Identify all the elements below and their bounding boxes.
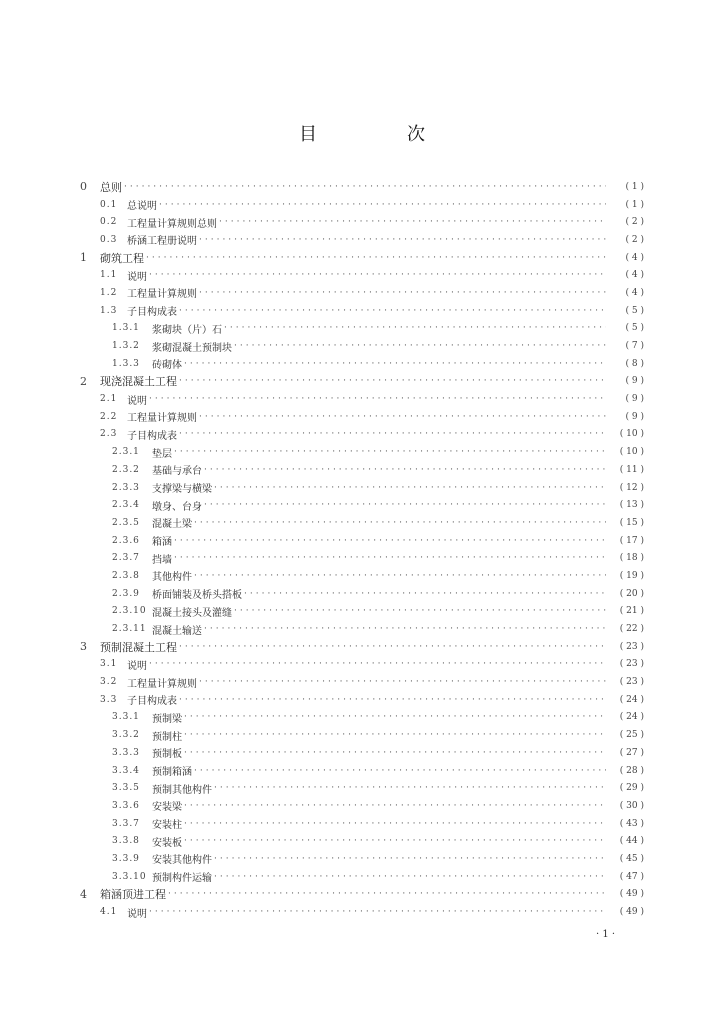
toc-entry-number: 2.3.8 (112, 570, 140, 581)
toc-entry-page: ( 44 ) (619, 836, 644, 847)
toc-entry[interactable] (80, 284, 644, 302)
toc-entry[interactable] (80, 779, 644, 797)
toc-leader-dots (149, 270, 606, 280)
toc-entry-page: ( 9 ) (625, 376, 644, 387)
toc-entry-page: ( 9 ) (625, 394, 644, 405)
toc-entry[interactable] (80, 585, 644, 603)
toc-entry[interactable] (80, 178, 644, 196)
toc-entry-page: ( 47 ) (619, 871, 644, 882)
toc-leader-dots (204, 465, 606, 475)
toc-entry-page: ( 2 ) (625, 234, 644, 245)
toc-entry[interactable] (80, 850, 644, 868)
toc-leader-dots (194, 518, 606, 528)
toc-entry-number: 0.3 (100, 234, 118, 245)
toc-entry[interactable] (80, 567, 644, 585)
toc-entry-page: ( 49 ) (619, 907, 644, 918)
toc-entry-title: 箱涵 (152, 537, 172, 549)
page-number: · 1 · (596, 929, 616, 940)
toc-entry-number: 4 (80, 887, 87, 901)
toc-entry-title: 安装板 (152, 837, 182, 849)
toc-leader-dots (199, 288, 606, 298)
toc-entry-page: ( 8 ) (625, 358, 644, 369)
toc-leader-dots (174, 536, 606, 546)
toc-entry-number: 2.3.7 (112, 553, 140, 564)
toc-entry-page: ( 27 ) (619, 747, 644, 758)
toc-entry-page: ( 2 ) (625, 217, 644, 228)
toc-entry-title: 子目构成表 (127, 430, 177, 442)
toc-entry-title: 墩身、台身 (152, 501, 202, 513)
toc-entry-page: ( 1 ) (625, 199, 644, 210)
toc-entry[interactable] (80, 868, 644, 886)
toc-entry[interactable] (80, 691, 644, 709)
toc-entry-page: ( 21 ) (619, 606, 644, 617)
toc-entry-title: 总则 (100, 180, 122, 194)
toc-entry[interactable] (80, 832, 644, 850)
toc-leader-dots (214, 854, 606, 864)
toc-entry-title: 说明 (127, 660, 147, 672)
toc-entry-number: 2.3.9 (112, 588, 140, 599)
toc-entry-title: 预制柱 (152, 731, 182, 743)
toc-entry-page: ( 12 ) (619, 482, 644, 493)
toc-entry-page: ( 11 ) (619, 464, 644, 475)
toc-entry-page: ( 10 ) (619, 447, 644, 458)
toc-leader-dots (174, 447, 606, 457)
toc-leader-dots (149, 907, 606, 917)
toc-entry-page: ( 10 ) (619, 429, 644, 440)
toc-entry-title: 预制构件运输 (152, 873, 212, 885)
toc-entry-number: 2.3.1 (112, 447, 140, 458)
toc-entry-title: 子目构成表 (127, 307, 177, 319)
toc-leader-dots (199, 235, 606, 245)
toc-leader-dots (179, 306, 606, 316)
toc-entry-number: 1 (80, 251, 87, 265)
toc-leader-dots (179, 376, 606, 386)
toc-leader-dots (184, 359, 606, 369)
toc-entry-title: 浆砌块（片）石 (152, 324, 222, 336)
toc-entry-title: 混凝土梁 (152, 519, 192, 531)
toc-entry[interactable] (80, 815, 644, 833)
toc-entry[interactable] (80, 461, 644, 479)
toc-entry[interactable] (80, 726, 644, 744)
toc-leader-dots (159, 200, 606, 210)
toc-entry-title: 浆砌混凝土预制块 (152, 342, 232, 354)
toc-entry[interactable] (80, 443, 644, 461)
toc-entry[interactable] (80, 532, 644, 550)
toc-entry-page: ( 29 ) (619, 783, 644, 794)
toc-entry-page: ( 5 ) (625, 323, 644, 334)
toc-entry-number: 3.1 (100, 659, 118, 670)
toc-entry[interactable] (80, 302, 644, 320)
toc-entry-page: ( 4 ) (625, 287, 644, 298)
toc-entry[interactable] (80, 231, 644, 249)
toc-entry-title: 桥涵工程册说明 (127, 236, 197, 248)
toc-leader-dots (179, 642, 606, 652)
toc-entry-number: 2.3.4 (112, 500, 140, 511)
toc-entry-title: 预制箱涵 (152, 767, 192, 779)
toc-entry-title: 现浇混凝土工程 (100, 375, 177, 389)
toc-entry-number: 3.3 (100, 694, 118, 705)
toc-leader-dots (214, 483, 606, 493)
toc-leader-dots (149, 659, 606, 669)
table-of-contents (80, 178, 644, 921)
toc-entry-title: 桥面铺装及桥头搭板 (152, 590, 242, 602)
toc-entry-number: 3.3.2 (112, 730, 140, 741)
toc-entry-page: ( 13 ) (619, 500, 644, 511)
toc-entry[interactable] (80, 514, 644, 532)
toc-entry[interactable] (80, 196, 644, 214)
toc-leader-dots (214, 783, 606, 793)
toc-entry-page: ( 23 ) (619, 659, 644, 670)
toc-entry[interactable] (80, 249, 644, 267)
toc-entry[interactable] (80, 656, 644, 674)
toc-leader-dots (184, 819, 606, 829)
toc-leader-dots (219, 217, 606, 227)
toc-entry-page: ( 23 ) (619, 677, 644, 688)
toc-entry-page: ( 7 ) (625, 341, 644, 352)
toc-entry-number: 4.1 (100, 907, 118, 918)
toc-entry-title: 安装柱 (152, 820, 182, 832)
toc-entry-title: 说明 (127, 908, 147, 920)
toc-entry-number: 2 (80, 374, 87, 388)
toc-entry-number: 0 (80, 180, 87, 194)
toc-entry-title: 子目构成表 (127, 696, 177, 708)
toc-entry[interactable] (80, 709, 644, 727)
toc-entry-number: 2.2 (100, 411, 118, 422)
toc-entry[interactable] (80, 320, 644, 338)
toc-entry[interactable] (80, 638, 644, 656)
toc-entry[interactable] (80, 797, 644, 815)
toc-entry[interactable] (80, 213, 644, 231)
toc-entry[interactable] (80, 673, 644, 691)
toc-entry[interactable] (80, 903, 644, 921)
toc-entry-page: ( 19 ) (619, 570, 644, 581)
toc-leader-dots (149, 394, 606, 404)
toc-entry[interactable] (80, 355, 644, 373)
toc-entry-number: 3.3.4 (112, 765, 140, 776)
toc-leader-dots (184, 836, 606, 846)
toc-entry[interactable] (80, 337, 644, 355)
toc-entry-number: 1.3.1 (112, 323, 140, 334)
toc-entry[interactable] (80, 479, 644, 497)
toc-entry-page: ( 15 ) (619, 517, 644, 528)
toc-entry-page: ( 25 ) (619, 730, 644, 741)
toc-entry-title: 预制混凝土工程 (100, 640, 177, 654)
toc-entry-number: 1.3 (100, 305, 118, 316)
toc-entry-page: ( 23 ) (619, 641, 644, 652)
toc-leader-dots (204, 624, 606, 634)
toc-entry-number: 2.3.5 (112, 517, 140, 528)
toc-entry[interactable] (80, 762, 644, 780)
toc-leader-dots (184, 730, 606, 740)
toc-leader-dots (168, 889, 606, 899)
toc-entry-number: 3.3.10 (112, 871, 147, 882)
toc-leader-dots (146, 253, 606, 263)
toc-leader-dots (234, 606, 606, 616)
toc-entry-number: 1.3.2 (112, 341, 140, 352)
toc-entry-page: ( 4 ) (625, 270, 644, 281)
toc-entry-page: ( 22 ) (619, 624, 644, 635)
toc-leader-dots (184, 712, 606, 722)
toc-entry-title: 预制梁 (152, 713, 182, 725)
toc-entry-page: ( 24 ) (619, 694, 644, 705)
toc-entry-number: 0.1 (100, 199, 118, 210)
toc-entry-page: ( 49 ) (619, 889, 644, 900)
toc-entry-page: ( 4 ) (625, 252, 644, 263)
toc-leader-dots (179, 429, 606, 439)
toc-entry[interactable] (80, 603, 644, 621)
toc-entry-title: 垫层 (152, 448, 172, 460)
toc-entry-number: 3.3.7 (112, 818, 140, 829)
toc-entry[interactable] (80, 266, 644, 284)
toc-leader-dots (234, 341, 606, 351)
toc-entry[interactable] (80, 744, 644, 762)
toc-entry-page: ( 20 ) (619, 588, 644, 599)
toc-entry[interactable] (80, 496, 644, 514)
toc-entry-number: 1.1 (100, 270, 118, 281)
toc-entry-number: 2.3.3 (112, 482, 140, 493)
toc-entry[interactable] (80, 549, 644, 567)
toc-entry[interactable] (80, 620, 644, 638)
toc-entry-page: ( 18 ) (619, 553, 644, 564)
toc-leader-dots (184, 748, 606, 758)
toc-entry-page: ( 17 ) (619, 535, 644, 546)
toc-entry-page: ( 30 ) (619, 800, 644, 811)
toc-entry-title: 挡墙 (152, 554, 172, 566)
toc-entry-title: 砌筑工程 (100, 251, 144, 265)
toc-entry-title: 砖砌体 (152, 360, 182, 372)
toc-entry-title: 混凝土接头及灌缝 (152, 607, 232, 619)
toc-entry[interactable] (80, 408, 644, 426)
toc-entry-title: 安装其他构件 (152, 855, 212, 867)
toc-entry-title: 混凝土输送 (152, 625, 202, 637)
toc-leader-dots (179, 695, 606, 705)
toc-entry-number: 3.3.5 (112, 783, 140, 794)
toc-entry-page: ( 45 ) (619, 853, 644, 864)
toc-entry-page: ( 5 ) (625, 305, 644, 316)
toc-entry-page: ( 24 ) (619, 712, 644, 723)
toc-entry-number: 2.3.6 (112, 535, 140, 546)
toc-entry[interactable] (80, 426, 644, 444)
toc-entry-title: 说明 (127, 395, 147, 407)
toc-entry-title: 箱涵顶进工程 (100, 888, 166, 902)
toc-leader-dots (214, 872, 606, 882)
toc-entry-number: 2.3.2 (112, 464, 140, 475)
toc-leader-dots (199, 677, 606, 687)
toc-entry-number: 1.3.3 (112, 358, 140, 369)
toc-leader-dots (174, 553, 606, 563)
toc-entry-number: 3.3.3 (112, 747, 140, 758)
toc-entry-title: 支撑梁与横梁 (152, 484, 212, 496)
toc-entry-title: 预制板 (152, 749, 182, 761)
toc-leader-dots (124, 182, 606, 192)
toc-entry-number: 2.3 (100, 429, 118, 440)
toc-leader-dots (204, 500, 606, 510)
toc-entry-number: 2.3.11 (112, 624, 147, 635)
toc-entry-number: 3.2 (100, 677, 118, 688)
toc-entry-number: 3.3.8 (112, 836, 140, 847)
toc-leader-dots (199, 412, 606, 422)
toc-entry-title: 总说明 (127, 201, 157, 213)
toc-entry-number: 2.3.10 (112, 606, 147, 617)
toc-entry-page: ( 28 ) (619, 765, 644, 776)
toc-entry-title: 基础与承台 (152, 466, 202, 478)
page-title: 目 次 (299, 124, 461, 145)
toc-entry-number: 1.2 (100, 287, 118, 298)
toc-entry[interactable] (80, 373, 644, 391)
toc-entry-page: ( 1 ) (625, 181, 644, 192)
toc-entry-title: 说明 (127, 271, 147, 283)
toc-entry-title: 工程量计算规则 (127, 413, 197, 425)
toc-entry-number: 3 (80, 640, 87, 654)
toc-leader-dots (184, 801, 606, 811)
toc-entry[interactable] (80, 390, 644, 408)
toc-entry-number: 0.2 (100, 217, 118, 228)
toc-leader-dots (244, 589, 606, 599)
toc-entry-title: 预制其他构件 (152, 784, 212, 796)
toc-leader-dots (194, 571, 606, 581)
toc-entry-number: 3.3.9 (112, 853, 140, 864)
toc-entry-title: 工程量计算规则总则 (127, 218, 217, 230)
toc-entry-title: 工程量计算规则 (127, 289, 197, 301)
toc-leader-dots (224, 323, 606, 333)
toc-entry-number: 3.3.1 (112, 712, 140, 723)
toc-entry-title: 工程量计算规则 (127, 678, 197, 690)
toc-entry-page: ( 9 ) (625, 411, 644, 422)
toc-entry-title: 其他构件 (152, 572, 192, 584)
toc-entry-number: 2.1 (100, 394, 118, 405)
toc-leader-dots (194, 766, 606, 776)
toc-entry-title: 安装梁 (152, 802, 182, 814)
toc-entry-page: ( 43 ) (619, 818, 644, 829)
toc-entry-number: 3.3.6 (112, 800, 140, 811)
toc-entry[interactable] (80, 886, 644, 904)
